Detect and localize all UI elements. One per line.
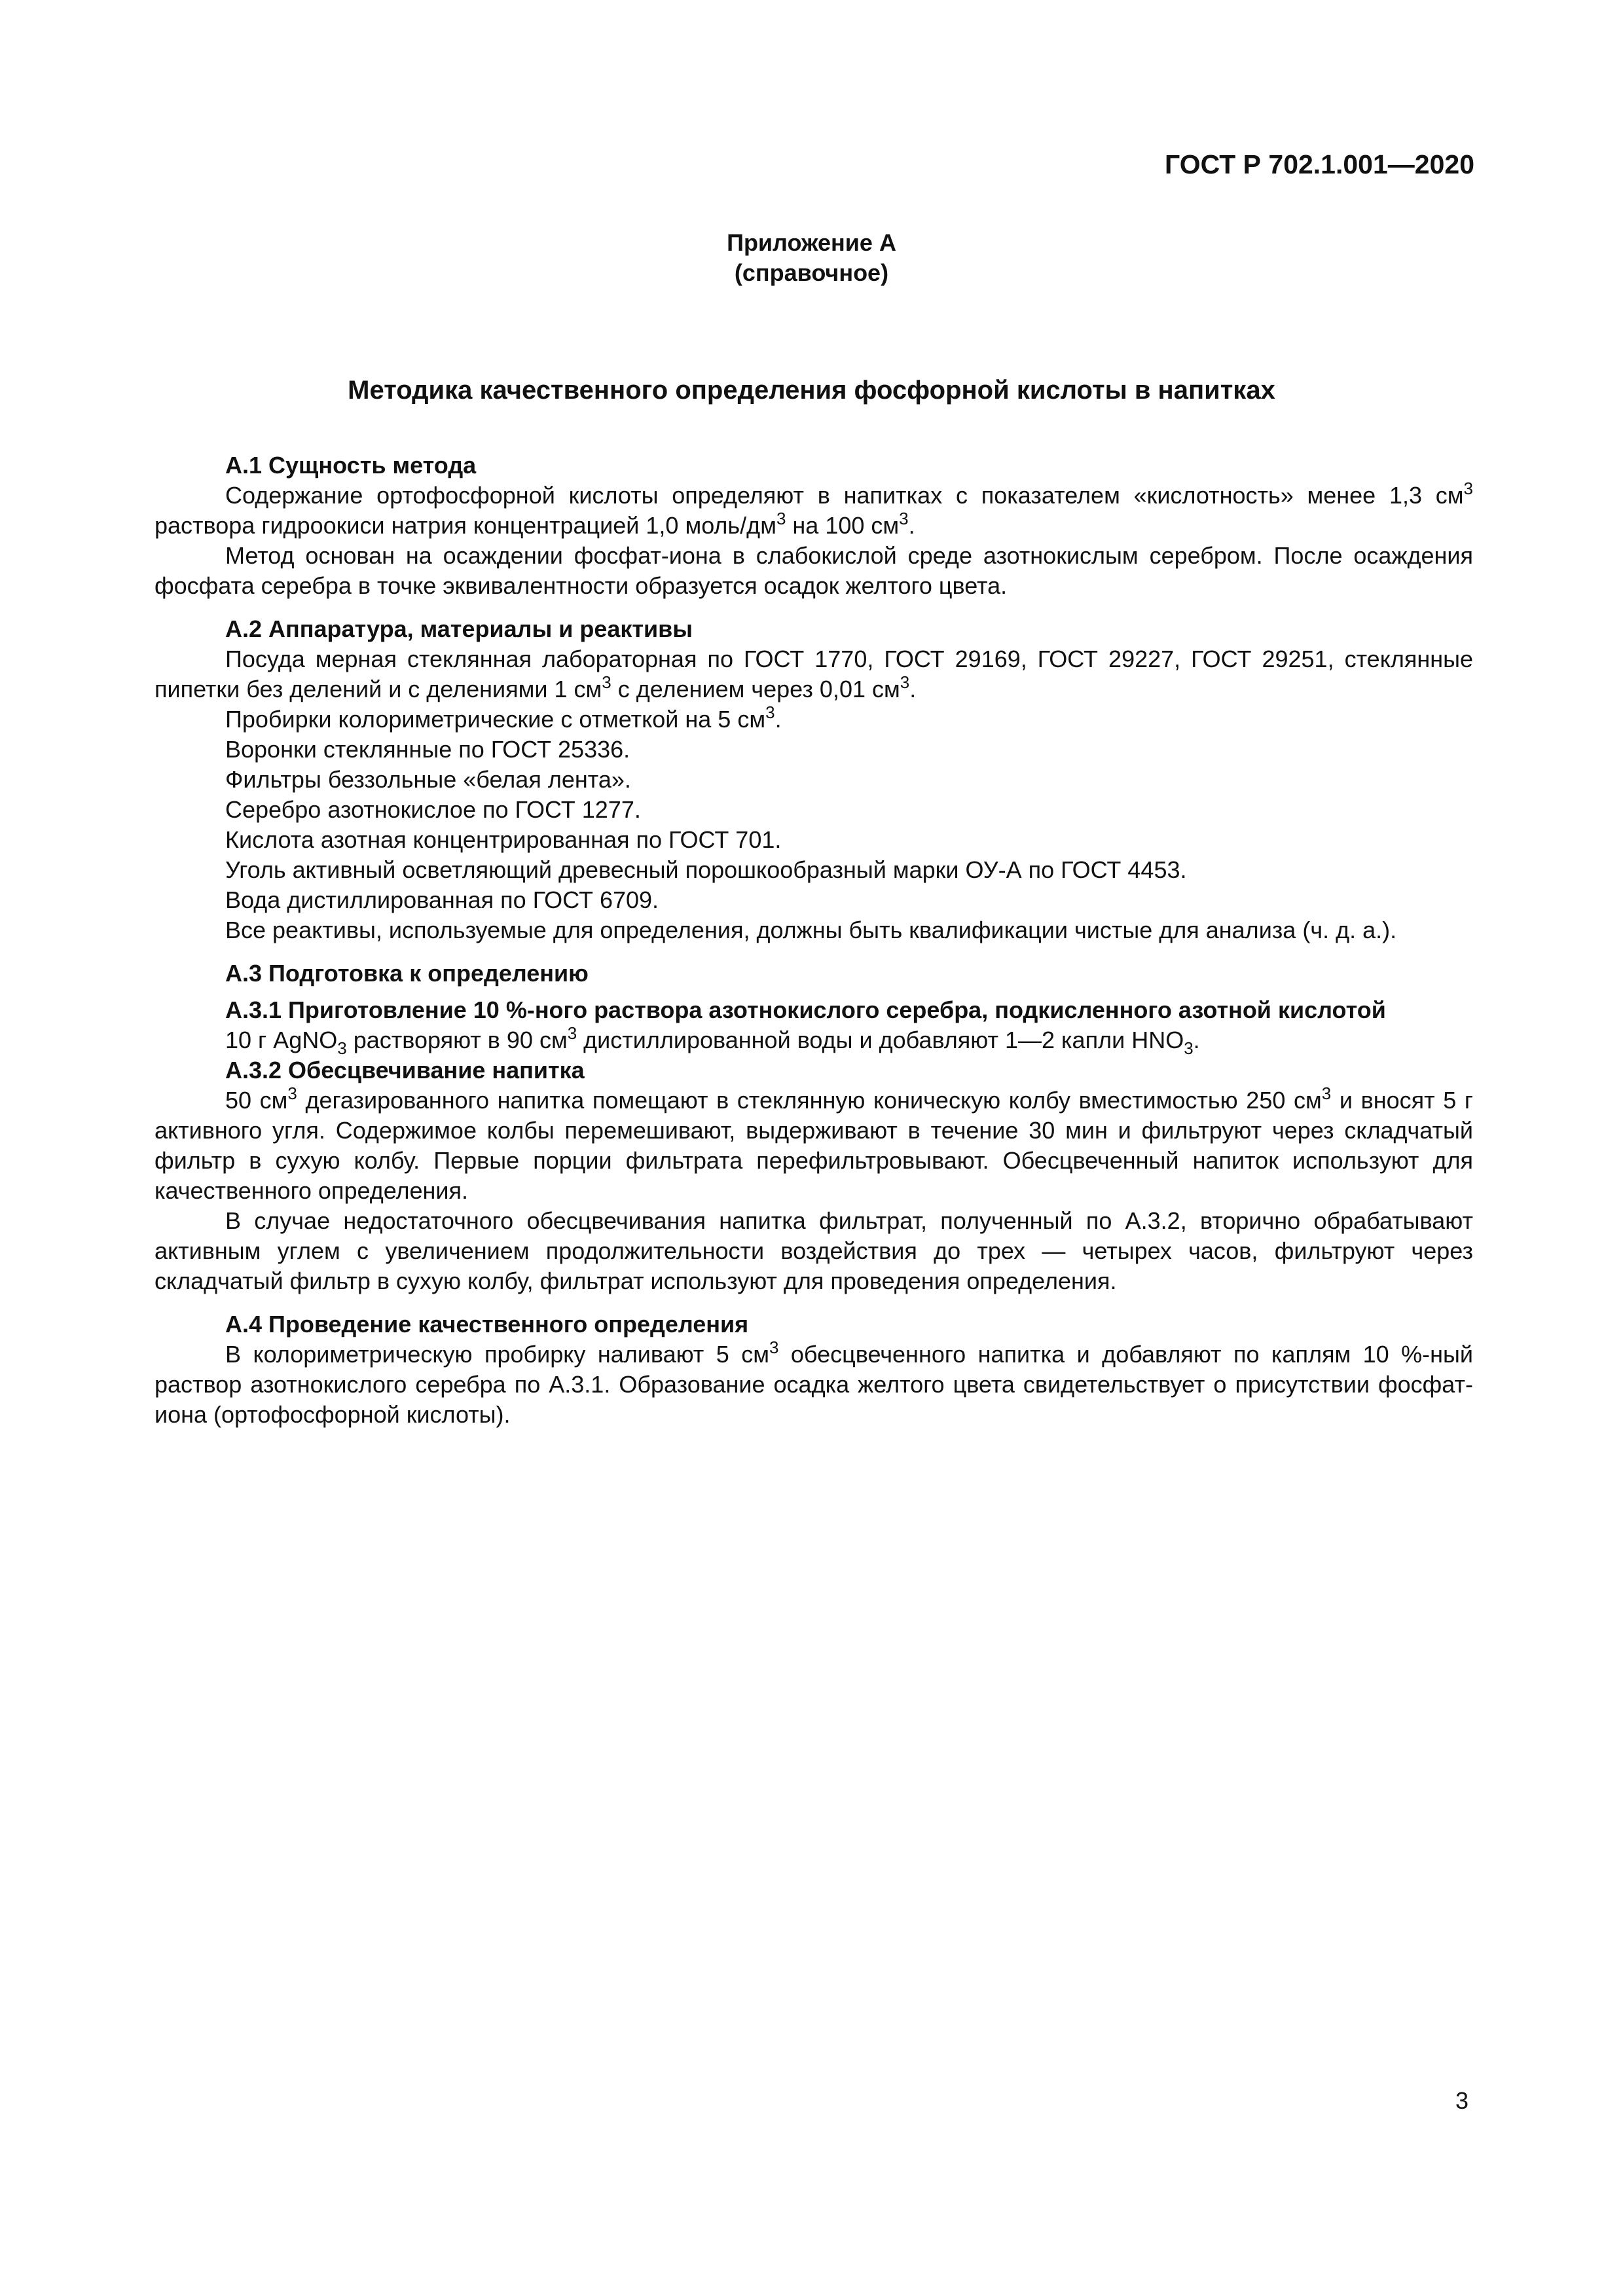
section-a4-heading: А.4 Проведение качественного определения bbox=[225, 1311, 749, 1338]
document-title: Методика качественного определения фосфорной кислоты в напитках bbox=[348, 376, 1275, 405]
document-id: ГОСТ Р 702.1.001—2020 bbox=[1165, 149, 1474, 179]
list-item: Воронки стеклянные по ГОСТ 25336. bbox=[225, 736, 630, 763]
section-a2-heading: А.2 Аппаратура, материалы и реактивы bbox=[225, 615, 693, 642]
section-a2-paragraph-1: Посуда мерная стеклянная лабораторная по ГОСТ 1770, ГОСТ 29169, ГОСТ 29227, ГОСТ 29251, стеклянные пипетки без делений и с делениями 1 $см^3$ с делением через 0,01 $см^3$. bbox=[155, 646, 1473, 702]
list-item: Кислота азотная концентрированная по ГОСТ 701. bbox=[225, 826, 782, 853]
section-a1-heading: А.1 Сущность метода bbox=[225, 452, 477, 479]
section-a1-paragraph-2: Метод основан на осаждении фосфат-иона в слабокислой среде азотнокислым серебром. После осаждения фосфата серебра в точке эквивалентности образуется осадок желтого цвета. bbox=[155, 542, 1473, 599]
appendix-note: (справочное) bbox=[734, 259, 889, 286]
section-a1-paragraph-1: Содержание ортофосфорной кислоты определяют в напитках с показателем «кислотность» менее 1,3 $см^3$ раствора гидроокиси натрия концентрацией 1,0 моль/$дм^3$ на 100 $см^3$. bbox=[155, 479, 1473, 539]
section-a4-paragraph: В колориметрическую пробирку наливают 5 $см^3$ обесцвеченного напитка и добавляют по каплям 10 %-ный раствор азотнокислого серебра по А.3.1. Образование осадка желтого цвета свидетельствует о присутствии фосфат-иона (ортофосфорной кислоты). bbox=[155, 1338, 1474, 1428]
document-body bbox=[155, 450, 1473, 1430]
section-a3-2-paragraph-1: 50 $см^3$ дегазированного напитка помещают в стеклянную коническую колбу вместимостью 250 $см^3$ и вносят 5 г активного угля. Содержимое колбы перемешивают, выдерживают в течение 30 мин и фильтруют через складчатый фильтр в сухую колбу. Первые порции фильтрата перефильтровывают. Обесцвеченный напиток используют для качественного определения. bbox=[155, 1084, 1473, 1204]
list-item: Все реактивы, используемые для определения, должны быть квалификации чистые для анализа (ч. д. а.). bbox=[225, 917, 1397, 943]
section-a3-2-paragraph-2: В случае недостаточного обесцвечивания напитка фильтрат, полученный по А.3.2, вторично обрабатывают активным углем с увеличением продолжительности воздействия до трех — четырех часов, фильтруют через складчатый фильтр в сухую колбу, фильтрат используют для проведения определения. bbox=[155, 1207, 1473, 1294]
appendix-title: Приложение А bbox=[727, 229, 896, 256]
section-a3-1-heading: А.3.1 Приготовление 10 %-ного раствора азотнокислого серебра, подкисленного азотной кислотой bbox=[225, 996, 1386, 1023]
page-number: 3 bbox=[1455, 2087, 1468, 2114]
section-a3-heading: А.3 Подготовка к определению bbox=[225, 960, 589, 987]
list-item: Уголь активный осветляющий древесный порошкообразный марки ОУ-А по ГОСТ 4453. bbox=[225, 856, 1187, 883]
list-item: Фильтры беззольные «белая лента». bbox=[225, 766, 631, 793]
list-item: Вода дистиллированная по ГОСТ 6709. bbox=[225, 886, 659, 913]
list-item: Серебро азотнокислое по ГОСТ 1277. bbox=[225, 796, 641, 823]
list-item: Пробирки колориметрические с отметкой на 5 $см^3$. bbox=[225, 702, 782, 733]
section-a3-2-heading: А.3.2 Обесцвечивание напитка bbox=[225, 1057, 585, 1084]
section-a3-1-paragraph: 10 г AgNO$_3$ растворяют в 90 $см^3$ дистиллированной воды и добавляют 1—2 капли $HNO_3$. bbox=[225, 1023, 1200, 1058]
